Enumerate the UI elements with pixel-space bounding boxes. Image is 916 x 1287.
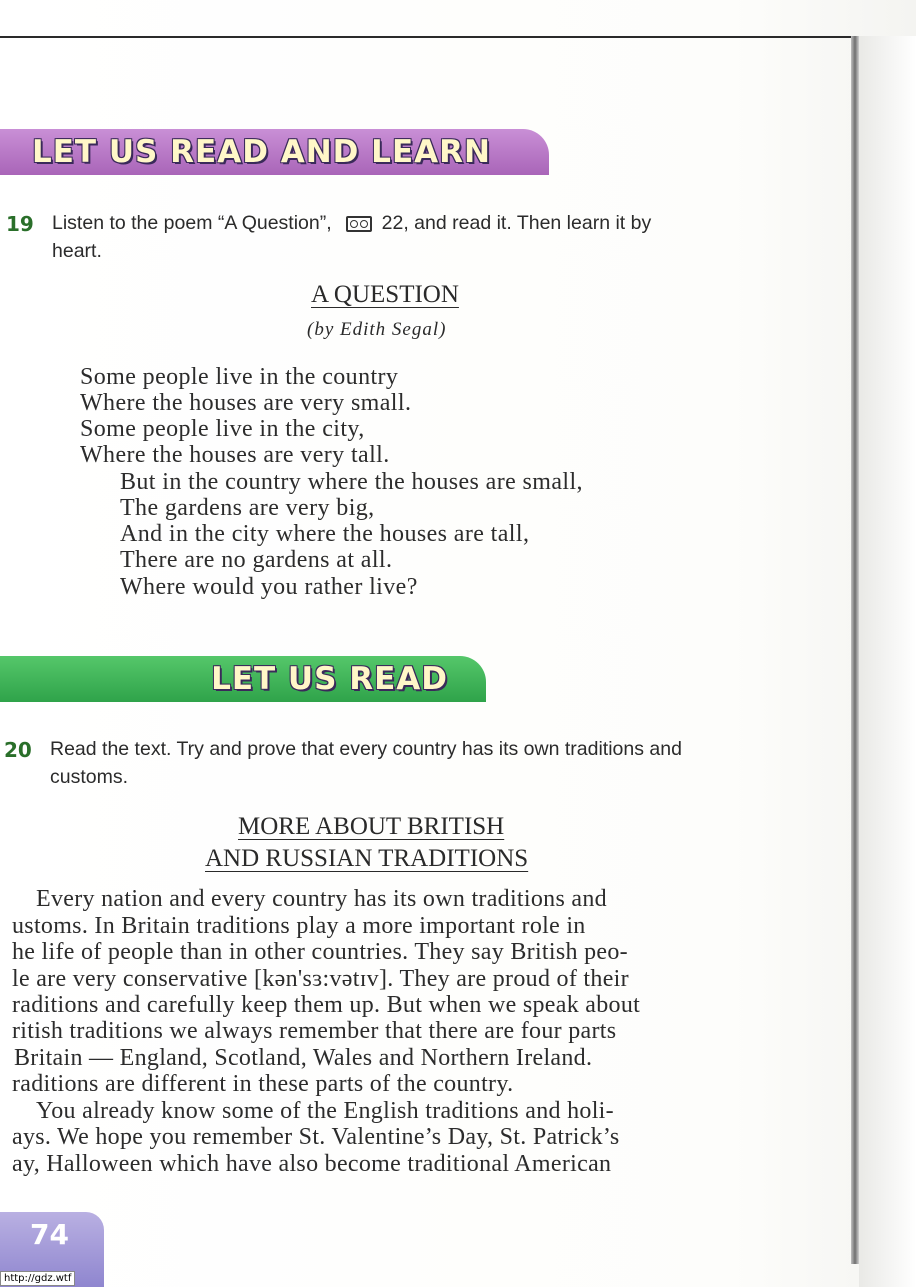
page-edge-shadow bbox=[859, 36, 916, 1287]
instruction-text: Read the text. Try and prove that every country has its own traditions and bbox=[50, 738, 682, 760]
text-line: le are very conservative [kən'sɜ:vətɪv]. They are proud of their bbox=[12, 966, 629, 992]
poem-line: Where the houses are very tall. bbox=[80, 442, 390, 468]
instruction-text: 22, and read it. Then learn it by bbox=[381, 212, 652, 234]
text-line: ustoms. In Britain traditions play a more important role in bbox=[12, 913, 586, 939]
poem-title: A QUESTION bbox=[311, 281, 459, 308]
poem-line: There are no gardens at all. bbox=[120, 547, 393, 573]
poem-line: The gardens are very big, bbox=[120, 495, 375, 521]
section-banner-read bbox=[0, 656, 486, 702]
text-title-line1: MORE ABOUT BRITISH bbox=[238, 813, 505, 840]
text-line: Britain — England, Scotland, Wales and Northern Ireland. bbox=[14, 1045, 593, 1071]
text-line: raditions are different in these parts of the country. bbox=[12, 1071, 514, 1097]
poem-line: Some people live in the country bbox=[80, 364, 399, 390]
page-number: 74 bbox=[30, 1218, 69, 1251]
text-line: You already know some of the English traditions and holi- bbox=[36, 1098, 614, 1124]
section-banner-read-and-learn bbox=[0, 129, 549, 175]
book-spine-edge bbox=[851, 36, 859, 1264]
banner-title: LET US READ AND LEARN bbox=[32, 134, 491, 170]
top-rule bbox=[0, 36, 885, 38]
task-instruction bbox=[52, 209, 812, 265]
text-line: ays. We hope you remember St. Valentine’s Day, St. Patrick’s bbox=[12, 1124, 620, 1150]
text-line: raditions and carefully keep them up. But when we speak about bbox=[12, 992, 641, 1018]
task-number: 20 bbox=[4, 738, 32, 762]
poem-author: (by Edith Segal) bbox=[307, 319, 447, 340]
task-number: 19 bbox=[6, 212, 34, 236]
audio-cassette-icon bbox=[346, 216, 372, 232]
poem-line: Some people live in the city, bbox=[80, 416, 365, 442]
text-line: he life of people than in other countries. They say British peo- bbox=[12, 939, 628, 965]
poem-line: Where the houses are very small. bbox=[80, 390, 412, 416]
text-line: ritish traditions we always remember that there are four parts bbox=[12, 1018, 617, 1044]
banner-title: LET US READ bbox=[211, 661, 448, 697]
poem-line: Where would you rather live? bbox=[120, 574, 418, 600]
watermark-link[interactable]: http://gdz.wtf bbox=[0, 1271, 75, 1286]
poem-line: And in the city where the houses are tall, bbox=[120, 521, 530, 547]
task-instruction bbox=[50, 735, 830, 791]
instruction-text: Listen to the poem “A Question”, bbox=[52, 212, 332, 234]
instruction-text: heart. bbox=[52, 240, 102, 262]
text-title-line2: AND RUSSIAN TRADITIONS bbox=[205, 845, 529, 872]
text-line: ay, Halloween which have also become traditional American bbox=[12, 1151, 612, 1177]
poem-line: But in the country where the houses are small, bbox=[120, 469, 583, 495]
text-line: Every nation and every country has its own traditions and bbox=[36, 886, 607, 912]
instruction-text: customs. bbox=[50, 766, 129, 788]
